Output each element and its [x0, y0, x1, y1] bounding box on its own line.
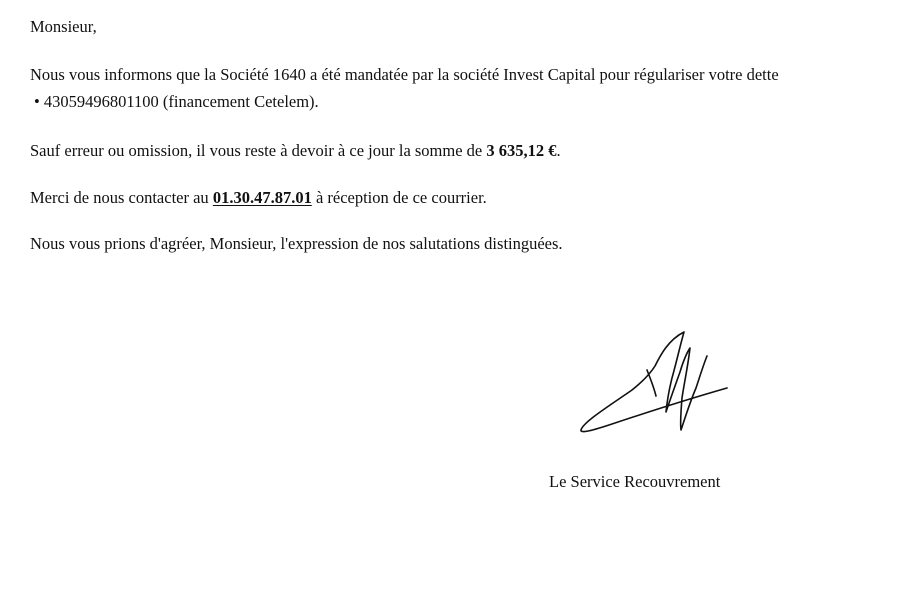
- phone-number: 01.30.47.87.01: [212, 188, 312, 207]
- amount-paragraph: [30, 141, 561, 161]
- amount-due: 3 635,12 €: [486, 141, 557, 160]
- mandate-paragraph: Nous vous informons que la Société 1640 a été mandatée par la société Invest Capital pour régulariser votre dette: [30, 65, 779, 84]
- amount-text-after: .: [556, 141, 561, 160]
- signatory: Le Service Recouvrement: [549, 472, 721, 491]
- bullet: •: [34, 92, 40, 111]
- debt-reference-line: [34, 92, 319, 112]
- contact-text-after: à réception de ce courrier.: [311, 188, 487, 207]
- handwritten-signature: [572, 326, 737, 438]
- debt-reference: 43059496801100 (financement Cetelem).: [43, 92, 319, 111]
- greeting: Monsieur,: [30, 17, 97, 36]
- contact-paragraph: [30, 188, 487, 208]
- closing-paragraph: Nous vous prions d'agréer, Monsieur, l'expression de nos salutations distinguées.: [30, 234, 563, 253]
- contact-text-before: Merci de nous contacter au: [30, 188, 213, 207]
- amount-text-before: Sauf erreur ou omission, il vous reste à devoir à ce jour la somme de: [30, 141, 487, 160]
